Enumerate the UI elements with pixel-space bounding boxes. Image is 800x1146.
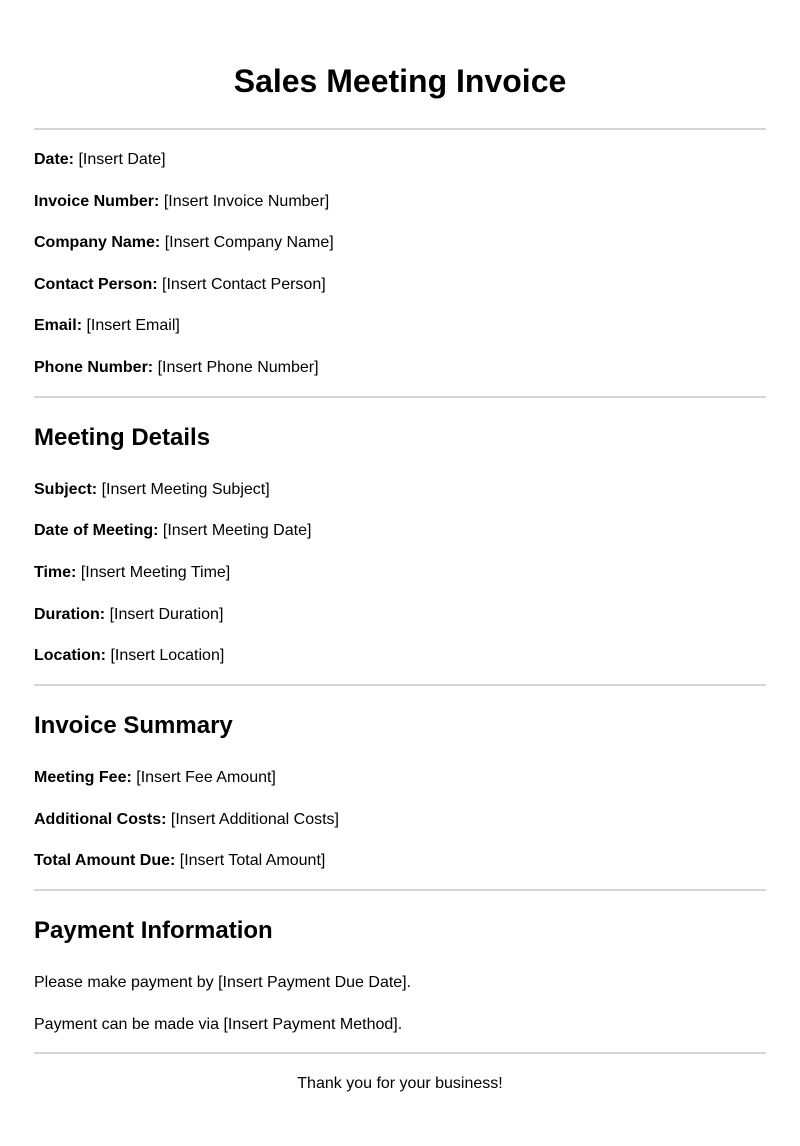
- field-value: [Insert Meeting Time]: [80, 564, 231, 581]
- additional-costs-field: [34, 810, 339, 830]
- page-title: Sales Meeting Invoice: [233, 63, 567, 99]
- field-label: Date:: [34, 151, 75, 168]
- footer-thank-you: Thank you for your business!: [297, 1075, 503, 1092]
- date-field: [34, 150, 166, 170]
- field-value: [Insert Location]: [110, 647, 225, 664]
- meeting-details-heading: Meeting Details: [34, 424, 211, 451]
- field-value: [Insert Phone Number]: [157, 359, 319, 376]
- field-label: Additional Costs:: [34, 811, 167, 828]
- field-value: [Insert Fee Amount]: [136, 769, 276, 786]
- location-field: [34, 646, 224, 666]
- field-label: Email:: [34, 317, 83, 334]
- field-value: [Insert Additional Costs]: [170, 811, 339, 828]
- email-field: [34, 316, 180, 336]
- field-value: [Insert Meeting Date]: [162, 522, 312, 539]
- field-label: Phone Number:: [34, 359, 154, 376]
- field-label: Meeting Fee:: [34, 769, 132, 786]
- contact-person-field: [34, 275, 326, 295]
- duration-field: [34, 605, 223, 625]
- invoice-number-field: [34, 192, 329, 212]
- field-value: [Insert Total Amount]: [179, 852, 326, 869]
- field-label: Time:: [34, 564, 77, 581]
- field-value: [Insert Contact Person]: [162, 276, 326, 293]
- meeting-time-field: [34, 563, 230, 583]
- field-value: [Insert Meeting Subject]: [101, 481, 270, 498]
- subject-field: [34, 480, 270, 500]
- field-value: [Insert Company Name]: [164, 234, 334, 251]
- payment-method-text: Payment can be made via [Insert Payment Method].: [34, 1016, 403, 1033]
- field-value: [Insert Duration]: [109, 606, 224, 623]
- field-label: Total Amount Due:: [34, 852, 176, 869]
- field-label: Subject:: [34, 481, 98, 498]
- total-amount-field: [34, 851, 325, 871]
- field-label: Date of Meeting:: [34, 522, 159, 539]
- company-name-field: [34, 233, 334, 253]
- payment-due-text: Please make payment by [Insert Payment Due Date].: [34, 974, 412, 991]
- field-label: Company Name:: [34, 234, 161, 251]
- divider: [34, 396, 766, 398]
- field-value: [Insert Date]: [78, 151, 166, 168]
- invoice-summary-heading: Invoice Summary: [34, 712, 233, 739]
- field-label: Duration:: [34, 606, 106, 623]
- meeting-date-field: [34, 521, 311, 541]
- payment-information-heading: Payment Information: [34, 917, 273, 944]
- field-label: Invoice Number:: [34, 193, 160, 210]
- divider: [34, 684, 766, 686]
- field-value: [Insert Email]: [86, 317, 180, 334]
- field-label: Contact Person:: [34, 276, 158, 293]
- divider: [34, 1052, 766, 1054]
- divider: [34, 128, 766, 130]
- meeting-fee-field: [34, 768, 276, 788]
- phone-number-field: [34, 358, 319, 378]
- field-value: [Insert Invoice Number]: [163, 193, 330, 210]
- divider: [34, 889, 766, 891]
- field-label: Location:: [34, 647, 106, 664]
